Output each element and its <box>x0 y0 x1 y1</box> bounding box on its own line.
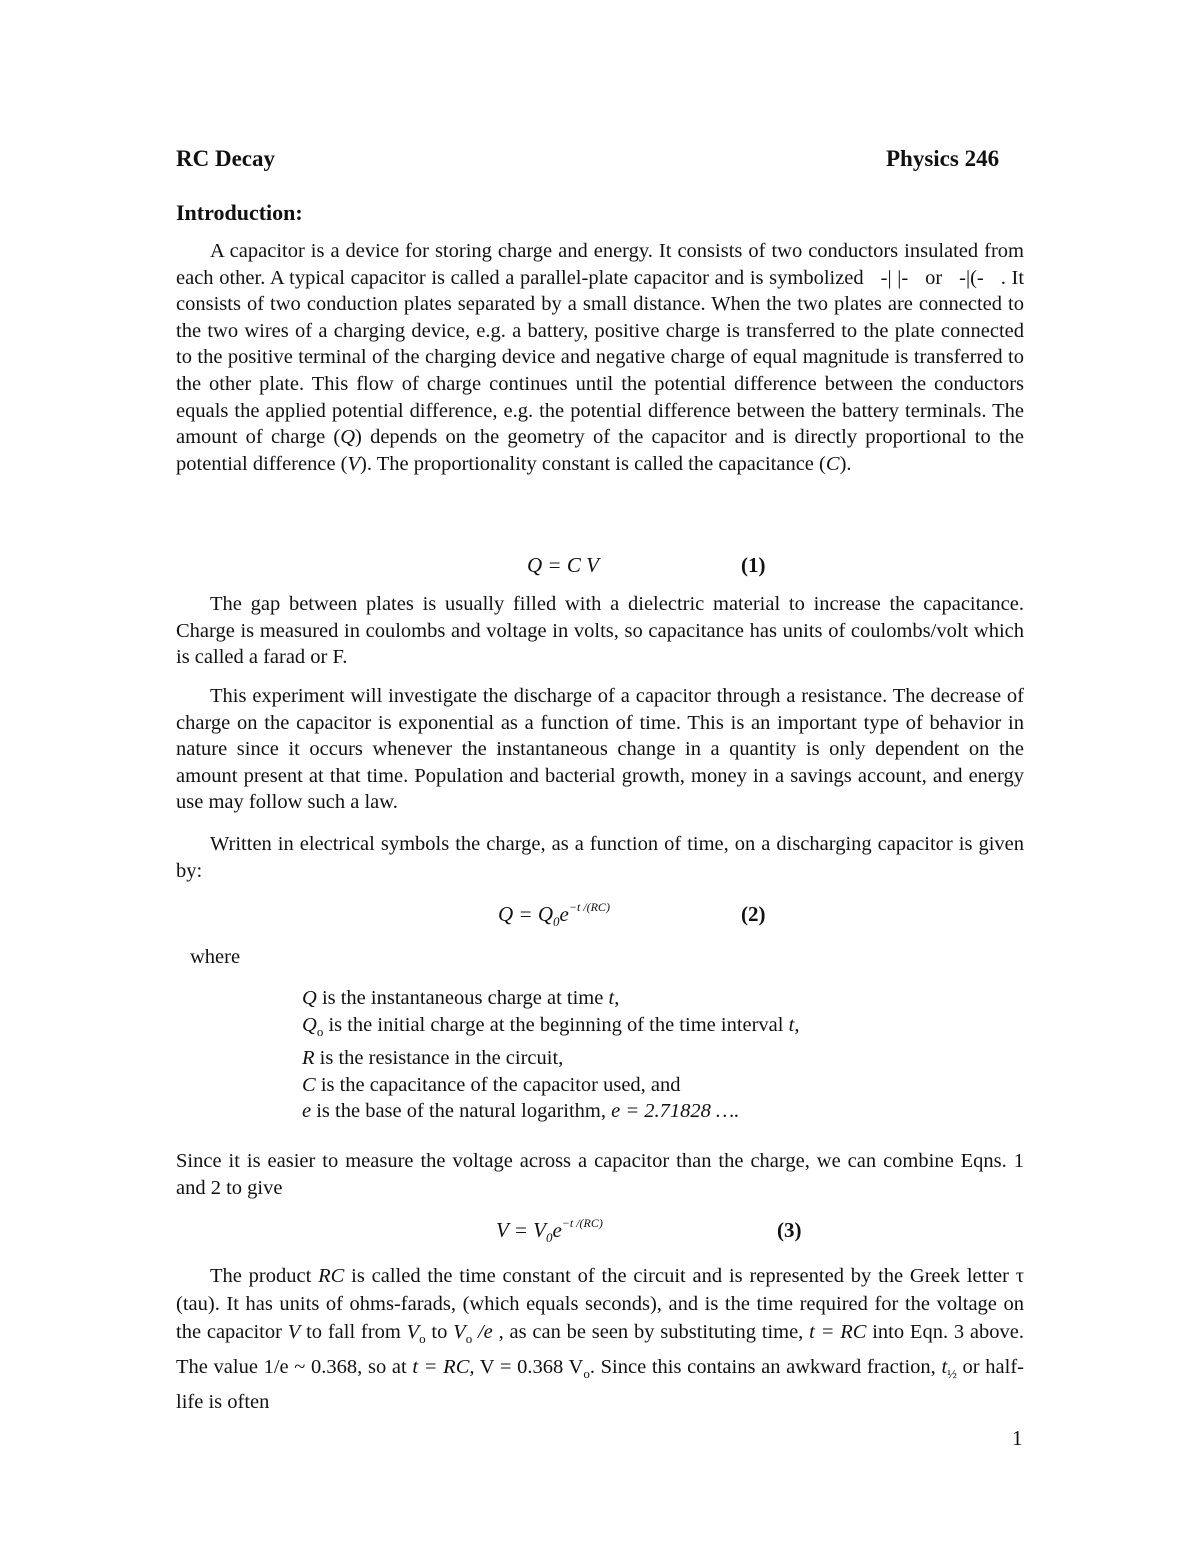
capacitor-symbol-1: -| |- <box>880 266 909 289</box>
tc-text-i: . Since this contains an awkward fraction, <box>589 1356 942 1379</box>
paragraph-time-constant <box>176 1262 1024 1416</box>
equation-2-number: (2) <box>741 902 766 926</box>
def-q0-symbol: Q <box>302 1013 317 1036</box>
tc-text-j: or half-life is often <box>176 1356 1024 1414</box>
tc-var-thalf: t <box>941 1356 948 1379</box>
intro-var-q: Q <box>340 426 356 449</box>
def-e-text: is the base of the natural logarithm, <box>311 1100 612 1123</box>
where-label: where <box>190 946 241 968</box>
eq2-exponent: −t /(RC) <box>568 900 610 914</box>
paragraph-voltage <box>176 1148 1024 1201</box>
tc-var-vo2-sub: o <box>465 1331 473 1347</box>
eq2-base: e <box>559 902 569 926</box>
equation-3-number: (3) <box>777 1218 802 1242</box>
paragraph-intro <box>176 238 1024 477</box>
section-heading: Introduction: <box>176 200 303 225</box>
def-c-text: is the capacitance of the capacitor used, and <box>315 1073 681 1096</box>
equation-3 <box>496 1218 603 1246</box>
definition-q0 <box>302 1012 799 1046</box>
intro-text-c: ) depends on the geometry of the capacitor and is directly proportional to the potential difference ( <box>176 426 1024 475</box>
tc-text-g: into Eqn. 3 above. The value 1/e ~ 0.368, so at <box>176 1321 1024 1379</box>
tc-var-e-frac: /e <box>472 1321 493 1343</box>
paragraph-experiment <box>176 683 1024 816</box>
tc-text-d: to <box>425 1321 454 1343</box>
definition-e <box>302 1098 799 1125</box>
def-q-symbol: Q <box>302 987 317 1009</box>
intro-text-d: ). The proportionality constant is called the capacitance ( <box>360 452 826 475</box>
document-title: RC Decay <box>176 146 275 171</box>
def-q0-text: is the initial charge at the beginning of the time interval <box>323 1013 789 1036</box>
page-number: 1 <box>1012 1426 1023 1450</box>
eq3-exponent: −t /(RC) <box>561 1216 603 1230</box>
tc-var-v: V <box>287 1321 301 1343</box>
eq3-sub: 0 <box>545 1230 553 1246</box>
intro-or: or <box>925 266 943 289</box>
tc-text-a: The product <box>210 1265 319 1287</box>
definitions-list <box>302 985 799 1125</box>
equation-2 <box>498 902 610 930</box>
def-r-text: is the resistance in the circuit, <box>314 1047 564 1070</box>
dielectric-text: The gap between plates is usually filled with a dielectric material to increase the capacitance. Charge is measured in coulombs and voltage in volts, so capacitance has units of coulombs/volt which is called a farad or F. <box>176 593 1024 669</box>
definition-c <box>302 1072 799 1099</box>
paragraph-discharge <box>176 831 1024 884</box>
equation-1-number: (1) <box>741 553 766 577</box>
intro-text-b: . It consists of two conduction plates separated by a small distance. When the two plates are connected to the two wires of a charging device, e.g. a battery, positive charge is transferred to the plate connected to the positive terminal of the charging device and negative charge of equal magnitude is transferred to the other plate. This flow of charge continues until the potential difference between the conductors equals the applied potential difference, e.g. the potential difference between the battery terminals. The amount of charge ( <box>176 266 1025 449</box>
capacitor-symbol-2: -|(- <box>959 266 984 289</box>
def-c-symbol: C <box>302 1073 316 1096</box>
def-e-symbol: e <box>302 1100 312 1123</box>
eq3-base: e <box>552 1218 562 1242</box>
tc-text-h-sub: o <box>583 1366 590 1382</box>
tc-var-vo-sub: o <box>419 1331 426 1347</box>
tc-var-rc: RC <box>318 1265 345 1287</box>
def-r-symbol: R <box>302 1047 315 1070</box>
tc-var-trc: t = RC <box>809 1321 867 1343</box>
def-e-value: e = 2.71828 …. <box>611 1100 740 1123</box>
tc-var-thalf-sub: ½ <box>947 1366 957 1382</box>
def-q-end: , <box>614 987 620 1009</box>
def-q0-t: t <box>788 1013 795 1036</box>
definition-q <box>302 985 799 1012</box>
tc-var-vo: V <box>406 1321 420 1343</box>
definition-r <box>302 1045 799 1072</box>
def-q-t: t <box>608 987 615 1009</box>
tc-text-f: , as can be seen by substituting time, <box>492 1321 810 1343</box>
equation-1: Q = C V <box>527 553 599 577</box>
intro-text-a: A capacitor is a device for storing charge and energy. It consists of two conductors insulated from each other. A typical capacitor is called a parallel-plate capacitor and is symbolized <box>176 240 1024 289</box>
def-q0-end: , <box>794 1013 800 1036</box>
tc-var-trc2: t = RC, <box>412 1356 475 1379</box>
def-q-text: is the instantaneous charge at time <box>316 987 609 1009</box>
def-q0-sub: o <box>316 1023 324 1039</box>
eq2-lhs: Q = Q <box>498 902 554 926</box>
intro-var-v: V <box>347 452 361 475</box>
voltage-text: Since it is easier to measure the voltage across a capacitor than the charge, we can combine Eqns. 1 and 2 to give <box>176 1150 1024 1199</box>
tc-text-b: is called the time constant of the circuit and is represented by the Greek letter τ (tau). It has units of ohms-farads, (which equals seconds), and is the time required for the voltage on the capacitor <box>176 1265 1024 1343</box>
intro-text-e: ). <box>839 452 852 475</box>
tc-text-h: V = 0.368 V <box>474 1356 584 1379</box>
experiment-text: This experiment will investigate the discharge of a capacitor through a resistance. The decrease of charge on the capacitor is exponential as a function of time. This is an important type of behavior in nature since it occurs whenever the instantaneous change in a quantity is only dependent on the amount present at that time. Population and bacterial growth, money in a savings account, and energy use may follow such a law. <box>176 685 1024 814</box>
tc-var-vo2: V <box>453 1321 466 1343</box>
eq2-sub: 0 <box>553 914 560 930</box>
tc-text-c: to fall from <box>300 1321 407 1343</box>
course-label: Physics 246 <box>886 146 1000 171</box>
paragraph-dielectric <box>176 591 1024 671</box>
discharge-text: Written in electrical symbols the charge, as a function of time, on a discharging capacitor is given by: <box>176 833 1024 882</box>
eq3-lhs: V = V <box>496 1218 546 1242</box>
intro-var-c: C <box>825 452 840 475</box>
